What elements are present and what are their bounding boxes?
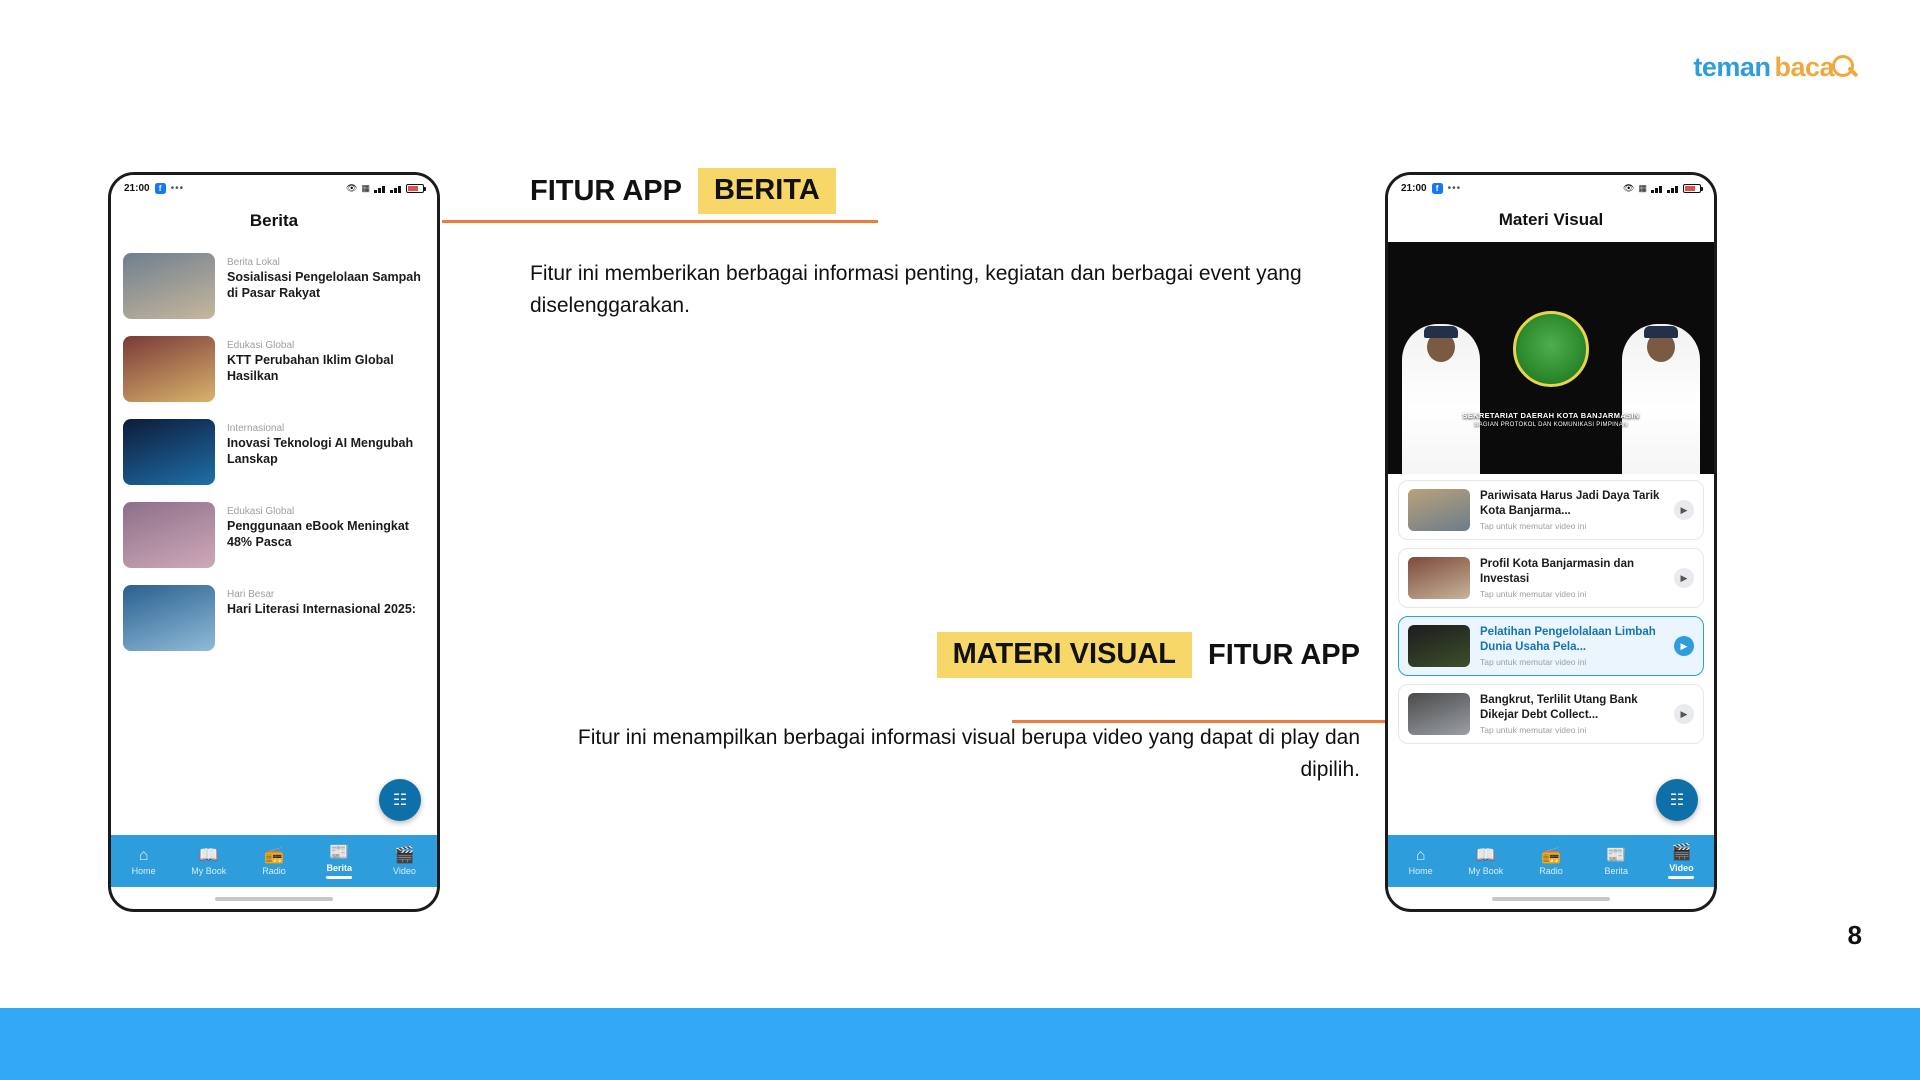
play-icon[interactable]: ▶ (1674, 500, 1694, 520)
nav-item-home[interactable] (111, 847, 176, 876)
news-icon: 📰 (1606, 846, 1627, 864)
page-number: 8 (1847, 920, 1862, 950)
nav-label: My Book (191, 865, 227, 876)
block-title-plain: FITUR APP (1208, 638, 1360, 671)
nav-label: Berita (326, 862, 352, 873)
person-figure-left (1402, 324, 1480, 474)
block-title-plain: FITUR APP (530, 174, 682, 207)
news-headline: Inovasi Teknologi AI Mengubah Lanskap (227, 436, 414, 466)
play-icon[interactable]: ▶ (1674, 704, 1694, 724)
video-subtitle: Tap untuk memutar video ini (1480, 724, 1587, 735)
video-subtitle: Tap untuk memutar video ini (1480, 520, 1587, 531)
bottom-navigation (1388, 835, 1714, 887)
play-icon[interactable]: ▶ (1674, 636, 1694, 656)
nav-label: Home (1408, 865, 1433, 876)
nav-item-my-book[interactable] (176, 847, 241, 876)
feature-block-materi-visual (560, 632, 1360, 785)
video-icon: 🎬 (1671, 843, 1692, 861)
battery-icon (406, 184, 424, 193)
block-body: Fitur ini menampilkan berbagai informasi visual berupa video yang dapat di play dan dipilih. (577, 726, 1360, 781)
nav-label: Home (131, 865, 156, 876)
video-caption-sub: BAGIAN PROTOKOL DAN KOMUNIKASI PIMPINAN (1474, 422, 1628, 428)
eye-icon: 👁 (1623, 182, 1635, 193)
video-thumbnail (1408, 625, 1470, 667)
nav-item-home[interactable] (1388, 847, 1453, 876)
status-time: 21:00 (1401, 182, 1427, 194)
signal2-icon (390, 184, 402, 193)
list-item-selected[interactable] (1398, 616, 1704, 676)
news-category: Edukasi Global (227, 340, 295, 351)
list-item[interactable] (123, 328, 425, 411)
news-headline: Hari Literasi Internasional 2025: (227, 602, 416, 616)
video-thumbnail (1408, 489, 1470, 531)
brand-logo (1693, 52, 1858, 83)
nav-label: Video (1669, 862, 1694, 873)
scan-icon[interactable]: ☷ (379, 779, 421, 821)
list-item[interactable] (123, 411, 425, 494)
phone-mockup-berita (108, 172, 440, 912)
video-title: Pariwisata Harus Jadi Daya Tarik Kota Banjarma... (1480, 490, 1660, 517)
book-icon: 📖 (1475, 846, 1496, 864)
feature-block-berita (530, 168, 1310, 321)
video-player[interactable] (1388, 242, 1714, 474)
page-title: Berita (249, 211, 299, 230)
video-caption-main: SEKRETARIAT DAERAH KOTA BANJARMASIN (1462, 411, 1640, 420)
block-body: Fitur ini memberikan berbagai informasi penting, kegiatan dan berbagai event yang diselenggarakan. (530, 262, 1302, 317)
news-thumbnail (123, 253, 215, 319)
video-caption (1463, 411, 1640, 428)
news-thumbnail (123, 585, 215, 651)
video-title: Profil Kota Banjarmasin dan Investasi (1480, 558, 1635, 585)
list-item[interactable] (1398, 684, 1704, 744)
status-bar (111, 175, 437, 201)
news-headline: KTT Perubahan Iklim Global Hasilkan (227, 353, 394, 383)
nav-label: My Book (1468, 865, 1504, 876)
news-category: Internasional (227, 423, 285, 434)
book-icon: 📖 (198, 846, 219, 864)
news-category: Berita Lokal (227, 257, 280, 268)
app-badge-icon: f (1432, 183, 1443, 194)
list-item[interactable] (123, 494, 425, 577)
list-item[interactable] (123, 245, 425, 328)
news-headline: Penggunaan eBook Meningkat 48% Pasca (227, 519, 409, 549)
home-indicator (1492, 897, 1610, 901)
battery-icon (1683, 184, 1701, 193)
page-title: Materi Visual (1498, 210, 1604, 229)
city-emblem-icon (1513, 311, 1589, 387)
magnifier-icon (1832, 55, 1858, 81)
news-thumbnail (123, 502, 215, 568)
nav-item-video[interactable] (1649, 844, 1714, 879)
brand-name-part1: teman (1693, 52, 1771, 82)
nav-item-berita[interactable] (307, 844, 372, 879)
footer-bar (0, 1008, 1920, 1080)
block-title-highlight: BERITA (698, 168, 836, 214)
signal-icon (374, 184, 386, 193)
video-subtitle: Tap untuk memutar video ini (1480, 588, 1587, 599)
radio-icon: 📻 (1541, 846, 1561, 864)
video-icon: 🎬 (394, 846, 415, 864)
eye-icon: 👁 (346, 182, 358, 193)
more-dots-icon: ••• (1447, 182, 1462, 194)
block-title (560, 632, 1360, 678)
nav-item-radio[interactable] (1518, 847, 1583, 876)
video-thumbnail (1408, 557, 1470, 599)
scan-icon[interactable]: ☷ (1656, 779, 1698, 821)
nav-label: Radio (1539, 865, 1563, 876)
news-thumbnail (123, 336, 215, 402)
divider (442, 220, 878, 223)
nav-item-berita[interactable] (1584, 847, 1649, 876)
list-item[interactable] (1398, 480, 1704, 540)
nav-label: Video (392, 865, 416, 876)
bottom-navigation (111, 835, 437, 887)
sim-icon: ▦ (361, 182, 370, 193)
nav-label: Berita (1604, 865, 1628, 876)
news-category: Hari Besar (227, 589, 275, 600)
nav-item-radio[interactable] (241, 847, 306, 876)
nav-item-video[interactable] (372, 847, 437, 876)
person-figure-right (1622, 324, 1700, 474)
phone-mockup-materi-visual (1385, 172, 1717, 912)
home-icon: ⌂ (1415, 846, 1426, 864)
news-headline: Sosialisasi Pengelolaan Sampah di Pasar Rakyat (227, 270, 421, 300)
news-icon: 📰 (329, 843, 350, 861)
play-icon[interactable]: ▶ (1674, 568, 1694, 588)
status-time: 21:00 (124, 182, 150, 194)
video-title: Pelatihan Pengelolalaan Limbah Dunia Usaha Pela... (1480, 626, 1656, 653)
block-title (530, 168, 1310, 214)
news-category: Edukasi Global (227, 506, 295, 517)
radio-icon: 📻 (264, 846, 284, 864)
nav-item-my-book[interactable] (1453, 847, 1518, 876)
list-item[interactable] (123, 577, 425, 660)
video-title: Bangkrut, Terlilit Utang Bank Dikejar Debt Collect... (1480, 694, 1638, 721)
signal2-icon (1667, 184, 1679, 193)
app-badge-icon: f (155, 183, 166, 194)
nav-label: Radio (262, 865, 286, 876)
home-indicator (215, 897, 333, 901)
status-bar (1388, 175, 1714, 201)
video-list (1388, 474, 1714, 744)
news-list (111, 245, 437, 660)
home-icon: ⌂ (138, 846, 149, 864)
block-title-highlight: MATERI VISUAL (937, 632, 1192, 678)
video-thumbnail (1408, 693, 1470, 735)
brand-name-part2: baca (1774, 52, 1834, 82)
news-thumbnail (123, 419, 215, 485)
sim-icon: ▦ (1638, 182, 1647, 193)
signal-icon (1651, 184, 1663, 193)
list-item[interactable] (1398, 548, 1704, 608)
more-dots-icon: ••• (170, 182, 185, 194)
video-subtitle: Tap untuk memutar video ini (1480, 656, 1587, 667)
